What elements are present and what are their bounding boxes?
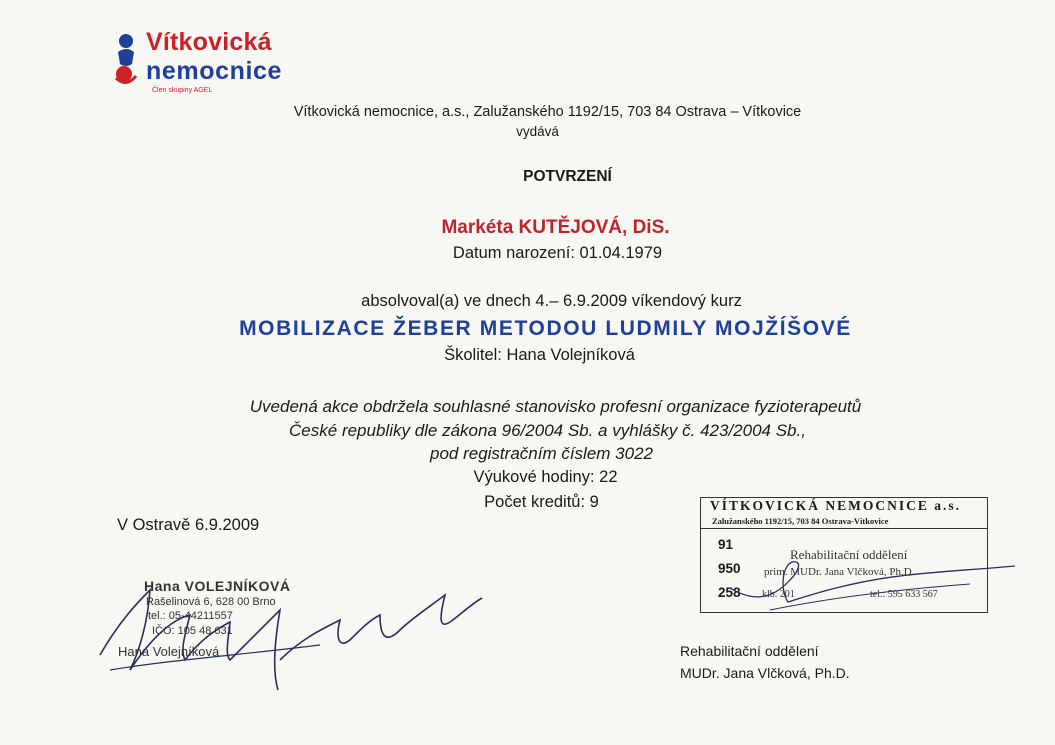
hospital-stamp-tel: tel.: 595 633 567 <box>870 589 938 600</box>
place-and-date: V Ostravě 6.9.2009 <box>117 516 260 534</box>
stamp-number: 91 <box>718 537 734 552</box>
hospital-stamp-name: VÍTKOVICKÁ NEMOCNICE a.s. <box>710 498 962 513</box>
trainer-stamp-tel: tel.: 05-44211557 <box>148 610 233 622</box>
birth-date: Datum narození: 01.04.1979 <box>452 244 663 262</box>
completed-course-line: absolvoval(a) ve dnech 4.– 6.9.2009 víkendový kurz <box>361 292 742 310</box>
stamp-number: 950 <box>718 561 741 576</box>
footer-head: MUDr. Jana Vlčková, Ph.D. <box>680 665 850 681</box>
footer-department: Rehabilitační oddělení <box>680 643 819 659</box>
hospital-stamp-extension: klb. 201 <box>762 589 795 600</box>
trainer-stamp-address: Rašelinová 6, 628 00 Brno <box>146 596 276 608</box>
hospital-stamp-header <box>700 497 988 529</box>
issues-word: vydává <box>516 124 559 139</box>
approval-line: Uvedená akce obdržela souhlasné stanovisko profesní organizace fyzioterapeutů <box>249 397 862 416</box>
hospital-stamp-department: Rehabilitační oddělení <box>790 547 908 562</box>
approval-line: České republiky dle zákona 96/2004 Sb. a vyhlášky č. 423/2004 Sb., <box>289 421 806 440</box>
trainer-stamp-ico: IČO: 105 48 631 <box>152 625 233 637</box>
head-signature <box>730 540 1020 620</box>
hospital-stamp-head: prim. MUDr. Jana Vlčková, Ph.D. <box>764 566 915 578</box>
issuer-address: Vítkovická nemocnice, a.s., Zalužanského 1192/15, 703 84 Ostrava – Vítkovice <box>293 104 802 120</box>
document-title: POTVRZENÍ <box>523 168 612 185</box>
recipient-name: Markéta KUTĚJOVÁ, DiS. <box>441 217 670 238</box>
logo-subline: Člen skupiny AGEL <box>152 87 213 94</box>
trainer-signature <box>90 560 490 700</box>
logo-text-line1: Vítkovická <box>146 28 272 56</box>
logo-figure-icon <box>112 32 140 88</box>
teaching-hours: Výukové hodiny: 22 <box>473 468 618 486</box>
credits-count: Počet kreditů: 9 <box>484 493 599 511</box>
approval-line: pod registračním číslem 3022 <box>430 444 653 463</box>
trainer-stamp-name: Hana VOLEJNÍKOVÁ <box>144 578 291 594</box>
stamp-number: 258 <box>718 585 741 600</box>
hospital-logo <box>112 30 322 100</box>
hospital-stamp-address: Zalužanského 1192/15, 703 84 Ostrava-Vítkovice <box>712 516 889 526</box>
course-name: MOBILIZACE ŽEBER METODOU LUDMILY MOJŽÍŠOVÉ <box>239 317 852 340</box>
trainer-line: Školitel: Hana Volejníková <box>444 346 635 364</box>
logo-text-line2: nemocnice <box>146 57 283 85</box>
trainer-signature-label: Hana Volejníková <box>118 644 220 659</box>
